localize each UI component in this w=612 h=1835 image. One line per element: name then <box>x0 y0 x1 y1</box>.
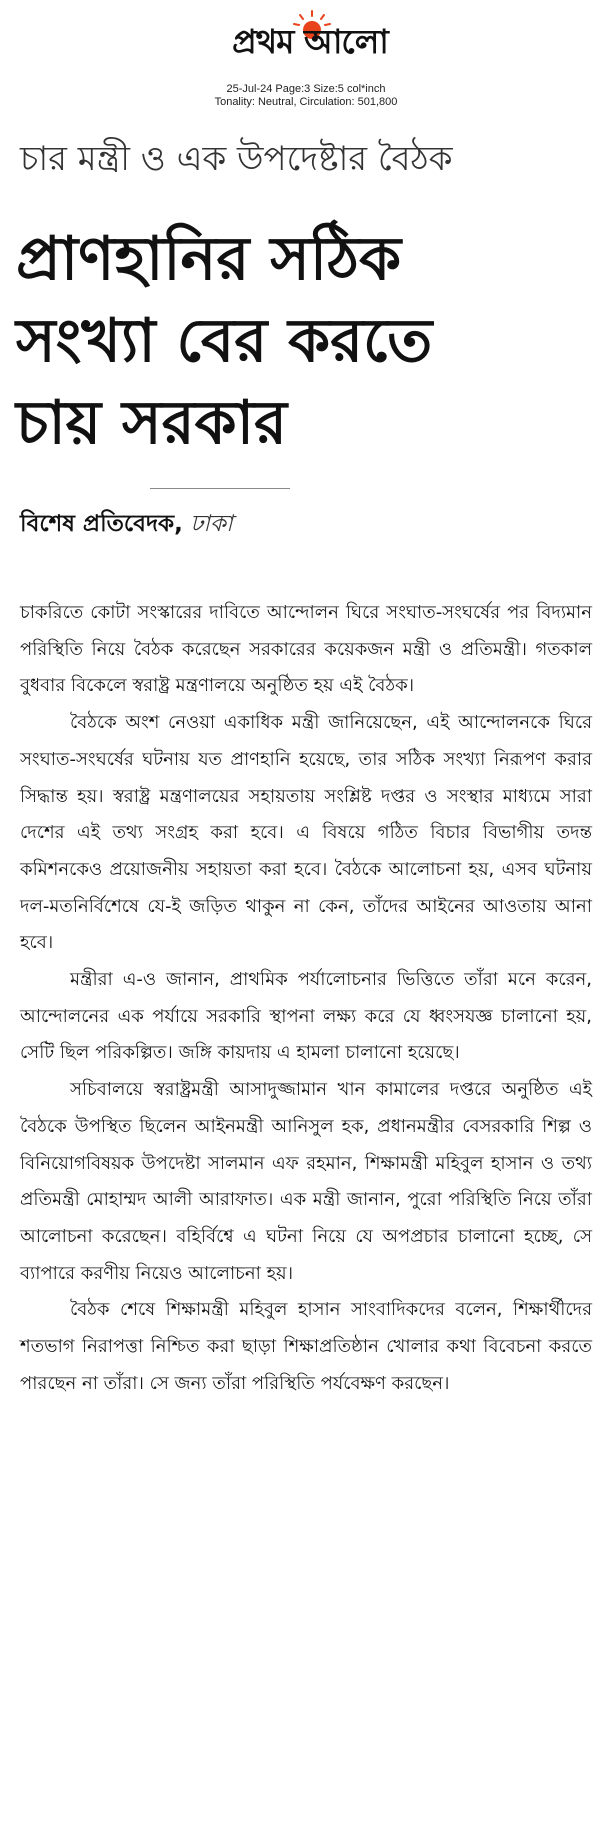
headline-line: সংখ্যা বের করতে <box>16 306 433 376</box>
clipping-meta-date: 25-Jul-24 Page:3 Size:5 col*inch <box>226 83 386 95</box>
article-byline <box>20 508 233 540</box>
article-body <box>20 595 592 1402</box>
article-paragraph: বৈঠক শেষে শিক্ষামন্ত্রী মহিবুল হাসান সাংবাদিকদের বলেন, শিক্ষার্থীদের শতভাগ নিরাপত্তা নিশ্চিত করা ছাড়া শিক্ষাপ্রতিষ্ঠান খোলার কথা বিবেচনা করতে পারছেন না তাঁরা। সে জন্য তাঁরা পরিস্থিতি পর্যবেক্ষণ করছেন। <box>20 1299 592 1394</box>
article-paragraph: বৈঠকে অংশ নেওয়া একাধিক মন্ত্রী জানিয়েছেন, এই আন্দোলনকে ঘিরে সংঘাত-সংঘর্ষের ঘটনায় যত প্রাণহানি হয়েছে, তার সঠিক সংখ্যা নিরূপণ করার সিদ্ধান্ত হয়। স্বরাষ্ট্র মন্ত্রণালয়ের সহায়তায় সংশ্লিষ্ট দপ্তর ও সংস্থার মাধ্যমে সারা দেশের এই তথ্য সংগ্রহ করা হবে। এ বিষয়ে গঠিত বিচার বিভাগীয় তদন্ত কমিশনকেও প্রয়োজনীয় সহায়তা করা হবে। বৈঠকে আলোচনা হয়, এসব ঘটনায় দল-মতনির্বিশেষে যে-ই জড়িত থাকুন না কেন, তাঁদের আইনের আওতায় আনা হবে। <box>20 712 592 954</box>
newspaper-logo <box>175 10 445 70</box>
headline-line: চায় সরকার <box>16 388 288 458</box>
masthead <box>0 6 612 108</box>
clipping-meta-tonality: Tonality: Neutral, Circulation: 501,800 <box>214 96 398 108</box>
headline-divider <box>150 488 290 489</box>
logo-wordmark: প্রথম আলো <box>232 22 388 61</box>
article-paragraph: মন্ত্রীরা এ-ও জানান, প্রাথমিক পর্যালোচনার ভিত্তিতে তাঁরা মনে করেন, আন্দোলনের এক পর্যায়ে সরকারি স্থাপনা লক্ষ্য করে যে ধ্বংসযজ্ঞ চালানো হয়, সেটি ছিল পরিকল্পিত। জঙ্গি কায়দায় এ হামলা চালানো হয়েছে। <box>20 969 592 1064</box>
byline-city: ঢাকা <box>190 511 233 537</box>
article-paragraph: সচিবালয়ে স্বরাষ্ট্রমন্ত্রী আসাদুজ্জামান খান কামালের দপ্তরে অনুষ্ঠিত এই বৈঠকে উপস্থিত ছিলেন আইনমন্ত্রী আনিসুল হক, প্রধানমন্ত্রীর বেসরকারি শিল্প ও বিনিয়োগবিষয়ক উপদেষ্টা সালমান এফ রহমান, শিক্ষামন্ত্রী মহিবুল হাসান ও তথ্য প্রতিমন্ত্রী মোহাম্মদ আলী আরাফাত। এক মন্ত্রী জানান, পুরো পরিস্থিতি নিয়ে তাঁরা আলোচনা করেছেন। বহির্বিশ্বে এ ঘটনা নিয়ে যে অপপ্রচার চালানো হচ্ছে, সে ব্যাপারে করণীয় নিয়েও আলোচনা হয়। <box>20 1079 592 1284</box>
article-headline <box>16 218 606 464</box>
article-kicker: চার মন্ত্রী ও এক উপদেষ্টার বৈঠক <box>20 139 453 179</box>
headline-line: প্রাণহানির সঠিক <box>16 224 402 294</box>
byline-reporter: বিশেষ প্রতিবেদক, <box>20 511 183 537</box>
article-paragraph: চাকরিতে কোটা সংস্কারের দাবিতে আন্দোলন ঘিরে সংঘাত-সংঘর্ষের পর বিদ্যমান পরিস্থিতি নিয়ে বৈঠক করেছেন সরকারের কয়েকজন মন্ত্রী ও প্রতিমন্ত্রী। গতকাল বুধবার বিকেলে স্বরাষ্ট্র মন্ত্রণালয়ে অনুষ্ঠিত হয় এই বৈঠক। <box>20 602 592 697</box>
